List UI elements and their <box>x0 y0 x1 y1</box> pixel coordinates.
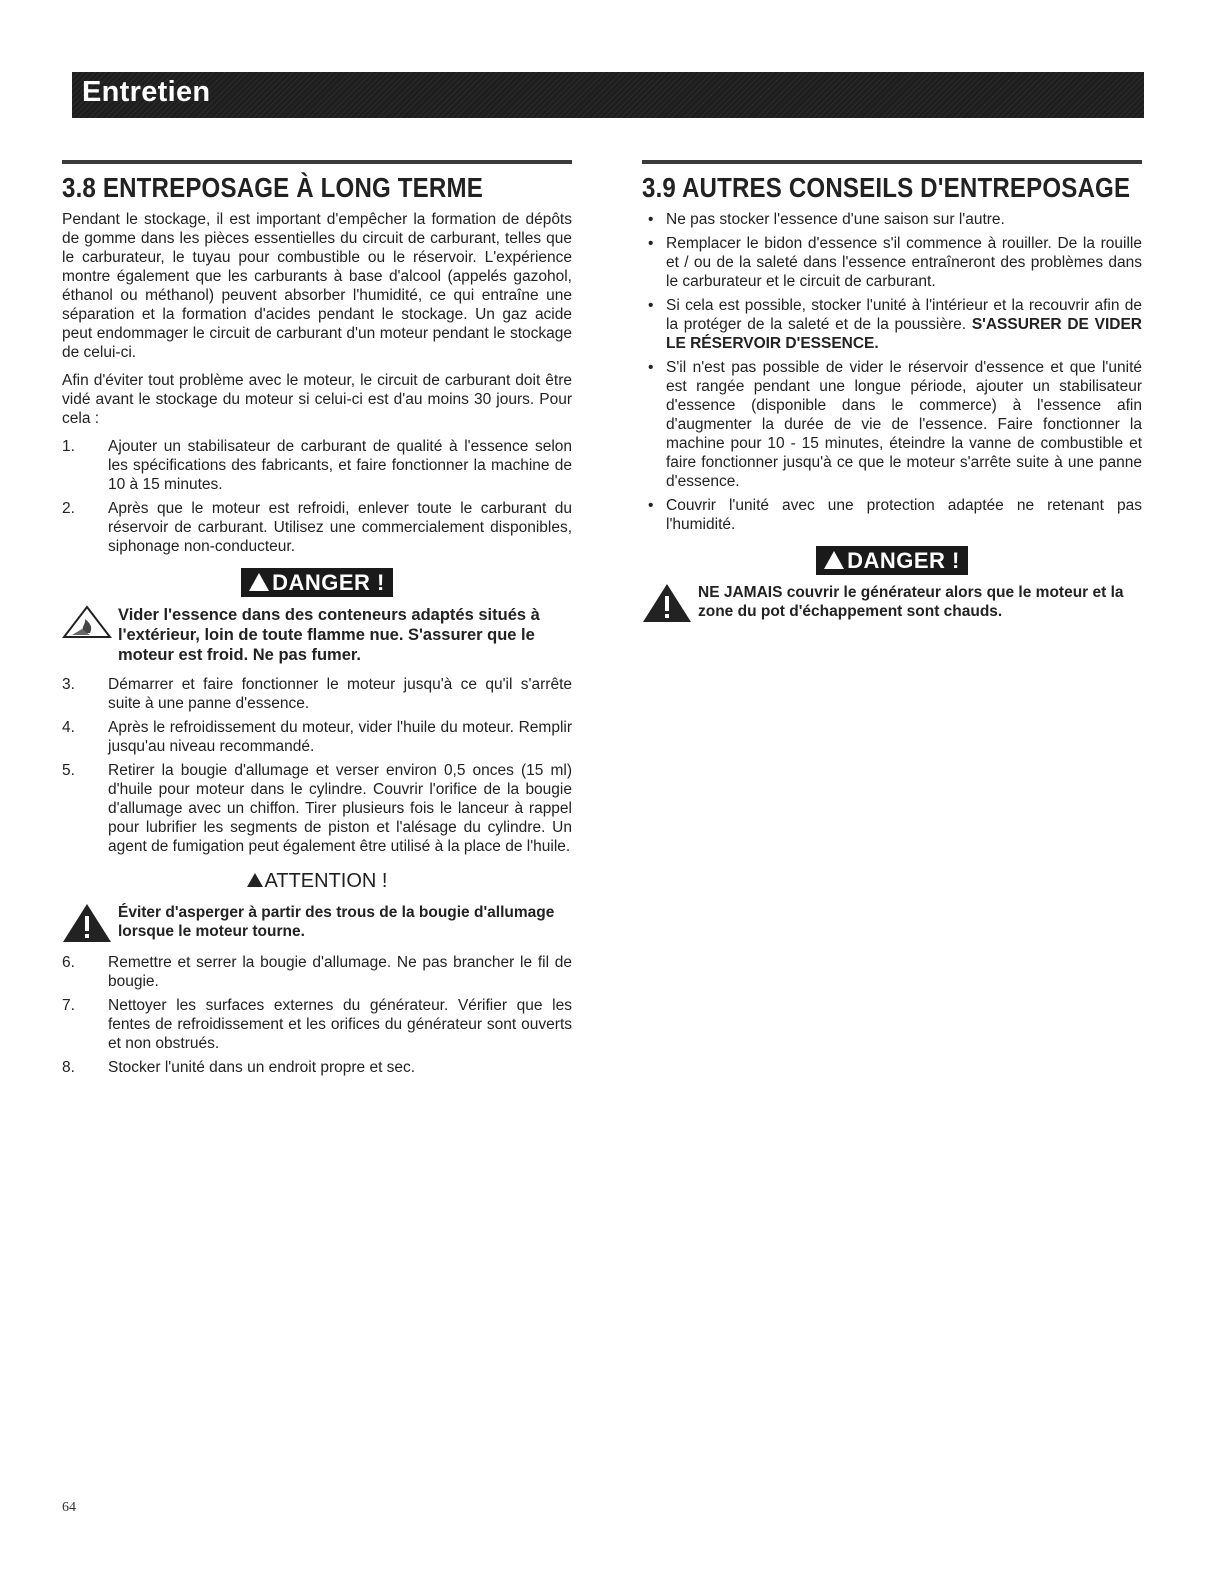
procedure-paragraph: Afin d'éviter tout problème avec le moteur, le circuit de carburant doit être vidé avant le stockage du moteur si celui-ci est d'au moins 30 jours. Pour cela : <box>62 372 572 427</box>
section-rule <box>62 160 572 164</box>
list-item <box>62 953 572 991</box>
bullet-icon: • <box>648 211 654 228</box>
bullet-icon: • <box>648 497 654 514</box>
bullet-icon: • <box>648 235 654 252</box>
step-text: Après le refroidissement du moteur, vider l'huile du moteur. Remplir jusqu'au niveau recommandé. <box>108 719 572 755</box>
list-item <box>62 761 572 856</box>
tip-emphasis: S'ASSURER DE VIDER LE RÉSERVOIR D'ESSENCE. <box>666 316 1142 352</box>
steps-list-b <box>62 675 572 856</box>
danger-badge-container <box>62 568 572 597</box>
step-text: Après que le moteur est refroidi, enlever toute le carburant du réservoir de carburant. Utilisez une commercialement disponibles, siphonage non-conducteur. <box>108 500 572 555</box>
step-number: 4. <box>62 719 75 736</box>
step-number: 3. <box>62 676 75 693</box>
step-text: Remettre et serrer la bougie d'allumage. Ne pas brancher le fil de bougie. <box>108 954 572 990</box>
attention-heading <box>62 870 572 893</box>
danger-badge <box>241 568 393 597</box>
list-item <box>642 210 1142 229</box>
warning-triangle-icon <box>249 573 269 591</box>
attention-message <box>62 903 572 943</box>
fire-hazard-icon <box>62 605 112 639</box>
attention-label: ATTENTION ! <box>264 870 388 892</box>
warning-triangle-icon <box>824 551 844 569</box>
steps-list-c <box>62 953 572 1077</box>
danger-label: DANGER ! <box>847 548 960 573</box>
danger-message <box>642 583 1142 623</box>
tip-text: Remplacer le bidon d'essence s'il commence à rouiller. De la rouille et / ou de la saleté dans l'essence entraîneront des problèmes dans le carburateur et le circuit de carburant. <box>666 235 1142 290</box>
section-rule <box>642 160 1142 164</box>
steps-list-a <box>62 437 572 556</box>
section-title: 3.8 ENTREPOSAGE À LONG TERME <box>62 172 483 203</box>
list-item <box>62 718 572 756</box>
list-item <box>642 496 1142 534</box>
step-number: 8. <box>62 1059 75 1076</box>
tip-text: Si cela est possible, stocker l'unité à l'intérieur et la recouvrir afin de la protéger de la saleté et de la poussière. <box>666 297 1142 333</box>
page-number: 64 <box>62 1500 76 1515</box>
section-3-9 <box>642 160 1142 633</box>
bullet-icon: • <box>648 297 654 314</box>
danger-badge <box>816 546 968 575</box>
danger-badge-container <box>642 546 1142 575</box>
step-text: Ajouter un stabilisateur de carburant de qualité à l'essence selon les spécifications des fabricants, et faire fonctionner la machine de 10 à 15 minutes. <box>108 438 572 493</box>
intro-paragraph: Pendant le stockage, il est important d'empêcher la formation de dépôts de gomme dans les pièces essentielles du circuit de carburant, telles que le carburateur, le tuyau pour combustible ou le réservoir. L'expérience montre également que les carburants à base d'alcool (appelés gazohol, éthanol ou méthanol) peuvent absorber l'humidité, ce qui entraîne une séparation et la formation d'acides pendant le stockage. Un gaz acide peut endommager le circuit de carburant d'un moteur pendant le stockage de celui-ci. <box>62 211 572 361</box>
step-text: Stocker l'unité dans un endroit propre et sec. <box>108 1059 416 1076</box>
step-number: 6. <box>62 954 75 971</box>
section-banner <box>72 72 1144 118</box>
step-number: 2. <box>62 500 75 517</box>
attention-text: Éviter d'asperger à partir des trous de la bougie d'allumage lorsque le moteur tourne. <box>118 904 555 940</box>
list-item <box>62 499 572 556</box>
list-item <box>642 234 1142 291</box>
danger-text: Vider l'essence dans des conteneurs adaptés situés à l'extérieur, loin de toute flamme nue. S'assurer que le moteur est froid. Ne pas fumer. <box>118 606 540 664</box>
section-3-8 <box>62 160 572 1085</box>
list-item <box>62 437 572 494</box>
list-item <box>62 1058 572 1077</box>
list-item <box>642 296 1142 353</box>
danger-label: DANGER ! <box>272 570 385 595</box>
step-text: Nettoyer les surfaces externes du générateur. Vérifier que les fentes de refroidissement et les orifices du générateur sont ouverts et non obstrués. <box>108 997 572 1052</box>
tips-list <box>642 210 1142 534</box>
list-item <box>62 996 572 1053</box>
banner-title: Entretien <box>82 76 211 108</box>
tip-text: S'il n'est pas possible de vider le réservoir d'essence et que l'unité est rangée pendant une longue période, ajouter un stabilisateur d'essence (disponible dans le commerce) à l'essence afin d'augmenter la durée de vie de l'essence. Faire fonctionner la machine pour 10 - 15 minutes, éteindre la vanne de combustible et faire fonctionner jusqu'à ce que le moteur s'arrête suite à une panne d'essence. <box>666 359 1142 490</box>
step-text: Retirer la bougie d'allumage et verser environ 0,5 onces (15 ml) d'huile pour moteur dans le cylindre. Couvrir l'orifice de la bougie d'allumage avec un chiffon. Tirer plusieurs fois le lanceur à rappel pour lubrifier les segments de piston et l'alésage du cylindre. Un agent de fumigation peut également être utilisé à la place de l'huile. <box>108 762 572 855</box>
tip-text: Ne pas stocker l'essence d'une saison sur l'autre. <box>666 211 1005 228</box>
tip-text: Couvrir l'unité avec une protection adaptée ne retenant pas l'humidité. <box>666 497 1142 533</box>
list-item <box>62 675 572 713</box>
step-number: 5. <box>62 762 75 779</box>
step-number: 1. <box>62 438 75 455</box>
exclamation-triangle-icon <box>642 583 692 623</box>
step-text: Démarrer et faire fonctionner le moteur jusqu'à ce qu'il s'arrête suite à une panne d'essence. <box>108 676 572 712</box>
danger-text: NE JAMAIS couvrir le générateur alors que le moteur et la zone du pot d'échappement sont chauds. <box>698 584 1124 620</box>
bullet-icon: • <box>648 359 654 376</box>
danger-message <box>62 605 572 665</box>
exclamation-triangle-icon <box>62 903 112 943</box>
warning-triangle-icon <box>247 873 263 887</box>
step-number: 7. <box>62 997 75 1014</box>
section-title: 3.9 AUTRES CONSEILS D'ENTREPOSAGE <box>642 172 1131 203</box>
list-item <box>642 358 1142 491</box>
